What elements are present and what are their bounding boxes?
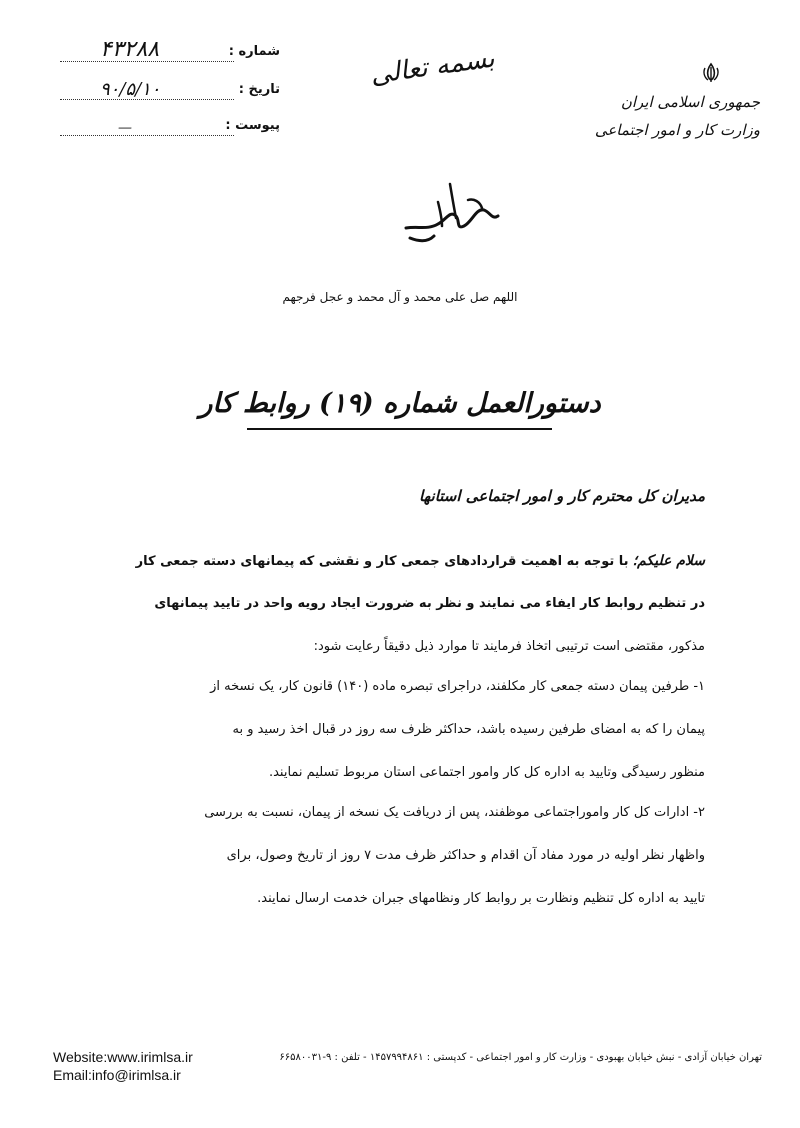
body-line-2: در تنظیم روابط کار ایفاء می نمایند و نظر به ضرورت ایجاد رویه واحد در تایید پیمانهای (154, 596, 705, 611)
handwritten-besm-signature (398, 180, 518, 250)
date-field (40, 80, 280, 102)
body-line-1 (95, 545, 705, 588)
item-1-line-3: منظور رسیدگی وتایید به اداره کل کار وامور اجتماعی استان مربوط تسلیم نمایند. (268, 765, 705, 780)
country-name: جمهوری اسلامی ایران (620, 93, 760, 111)
document-title: دستورالعمل شماره (۱۹) روابط کار (199, 388, 601, 419)
item-1-line-2: پیمان را که به امضای طرفین رسیده باشد، حداکثر ظرف سه روز در قبال اخذ رسید و به (232, 722, 705, 737)
greeting: سلام علیکم؛ (632, 553, 705, 569)
date-label: تاریخ : (238, 82, 280, 97)
item-2-line-2: واظهار نظر اولیه در مورد مفاد آن اقدام و حداکثر ظرف مدت ۷ روز از تاریخ وصول، برای (226, 848, 705, 863)
title-underline (247, 428, 552, 430)
addressee: مدیران کل محترم کار و امور اجتماعی استانها (419, 487, 705, 505)
item-1-line-1: ۱- طرفین پیمان دسته جمعی کار مکلفند، دراجرای تبصره ماده (۱۴۰) قانون کار، یک نسخه از (210, 679, 705, 694)
footer-contact (53, 1048, 193, 1084)
date-value: ۹۰/۵/۱۰ (100, 79, 161, 100)
footer-address: تهران خیابان آزادی - نبش خیابان بهبودی - وزارت کار و امور اجتماعی - کدپستی : ۱۴۵۷۹۹۴۸۶۱ - تلفن : ۹-۶۶۵۸۰۰۳۱ (279, 1052, 762, 1063)
number-value: ۴۳۲۸۸ (100, 37, 160, 62)
body-line-1-text: با توجه به اهمیت قراردادهای جمعی کار و نقشی که پیمانهای دسته جمعی کار (135, 554, 629, 569)
number-field (40, 37, 280, 64)
item-2-line-1: ۲- ادارات کل کار واموراجتماعی موظفند، پس از دریافت یک نسخه از پیمان، نسبت به بررسی (204, 805, 705, 820)
body-line-3: مذکور، مقتضی است ترتیبی اتخاذ فرمایند تا موارد ذیل دقیقاً رعایت شود: (313, 639, 705, 654)
attachment-value: — (118, 120, 134, 136)
attachment-label: پیوست : (225, 118, 280, 133)
attachment-field (40, 116, 280, 138)
website-link[interactable]: Website:www.irimlsa.ir (53, 1049, 193, 1065)
email-link[interactable]: Email:info@irimlsa.ir (53, 1067, 181, 1083)
ministry-block (595, 88, 760, 144)
attachment-line (60, 135, 234, 136)
salawat-line: اللهم صل علی محمد و آل محمد و عجل فرجهم (282, 290, 518, 304)
iran-emblem-icon (702, 62, 720, 84)
letter-body (95, 545, 705, 926)
number-label: شماره : (228, 44, 280, 59)
ministry-name: وزارت کار و امور اجتماعی (594, 121, 760, 139)
item-2-line-3: تایید به اداره کل تنظیم ونظارت بر روابط کار ونظامهای جبران خدمت ارسال نمایند. (257, 891, 705, 906)
besm-heading: بسمه تعالی (368, 43, 497, 91)
